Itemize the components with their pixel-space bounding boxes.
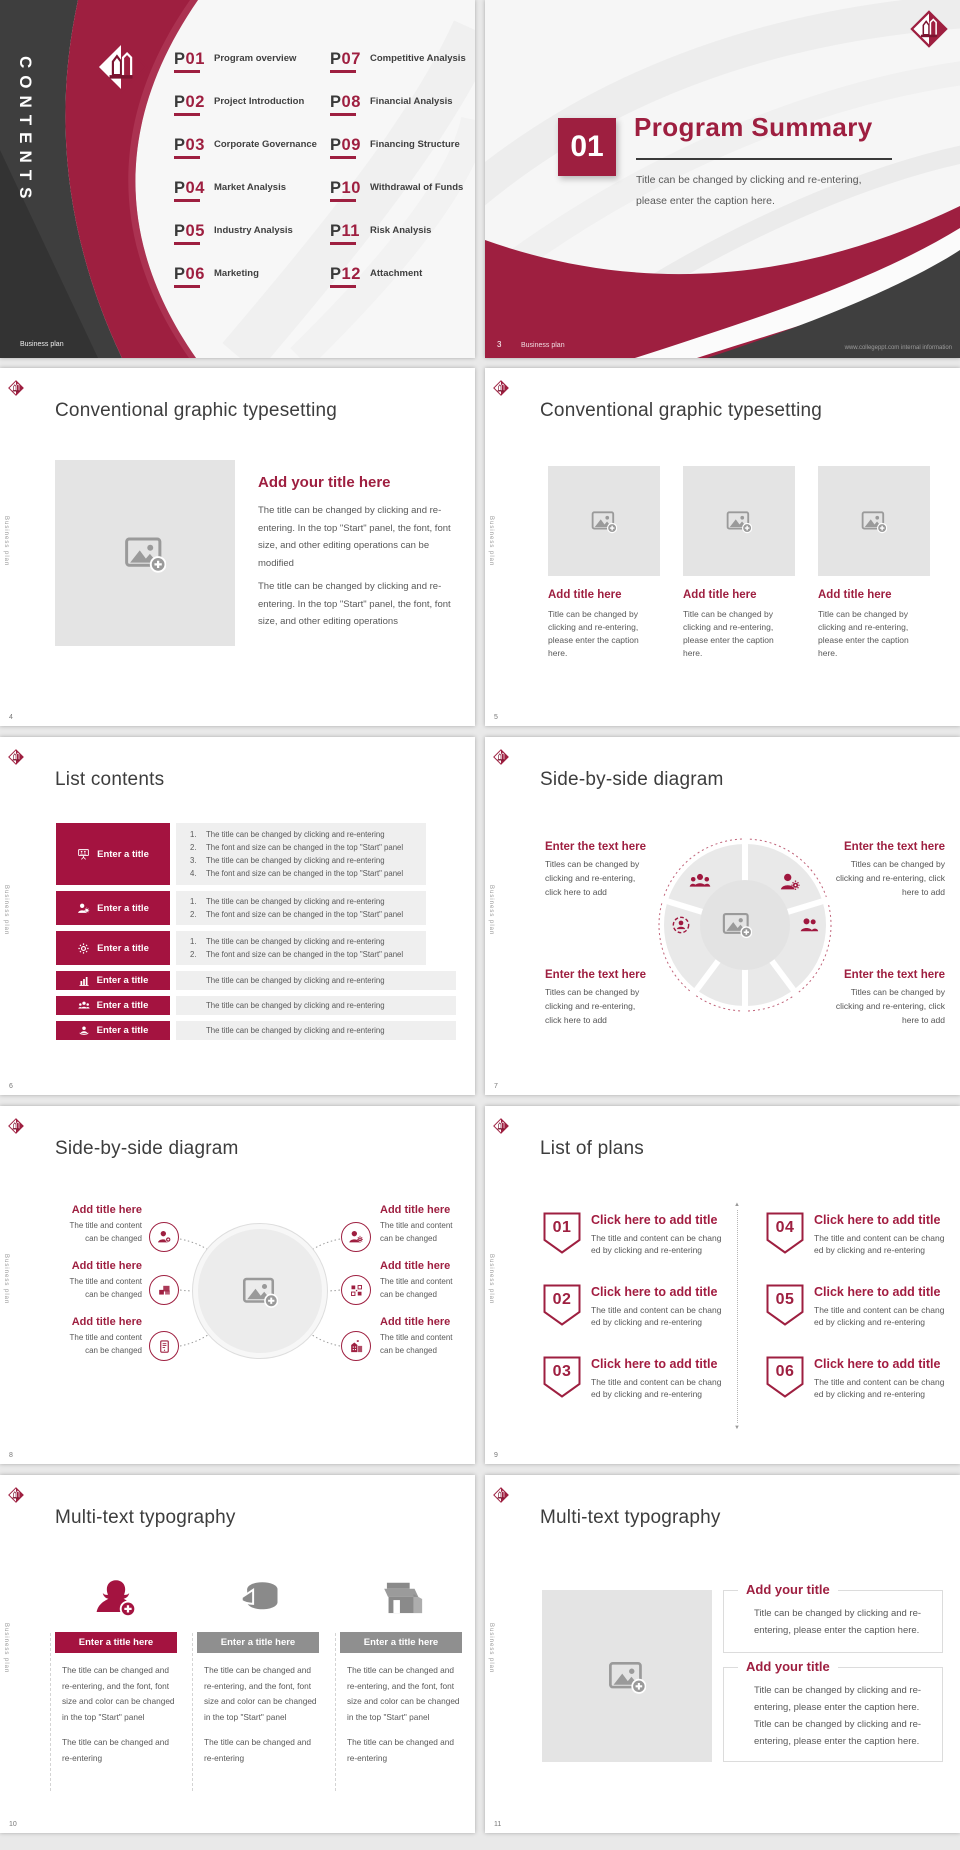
slide-heading: Side-by-side diagram — [540, 769, 724, 790]
titled-text-block[interactable] — [723, 1659, 943, 1762]
list-title-button[interactable] — [56, 891, 170, 925]
block-title: Add your title here — [258, 474, 391, 491]
section-number-box — [558, 118, 616, 176]
titled-text-block[interactable] — [723, 1582, 943, 1653]
block-caption: Title can be changed by clicking and re-entering, please enter the caption here. Title can be changed by clicking and re-entering, please enter the caption here. — [754, 1685, 922, 1747]
toc-number: P01 — [174, 50, 205, 68]
toc-underline — [174, 199, 200, 202]
brand-logo-icon — [493, 380, 509, 396]
column-paragraph: The title can be changed and re-entering — [204, 1737, 312, 1763]
text-block[interactable]: Enter the text here Titles can be changed by clicking and re-entering, click here to add — [835, 841, 945, 897]
slide-list-contents[interactable] — [0, 737, 475, 1095]
page-number: 9 — [494, 1452, 498, 1459]
list-title-button[interactable] — [56, 823, 170, 885]
text-column[interactable] — [340, 1563, 462, 1766]
user-gear-icon — [77, 902, 90, 915]
bar-chart-icon — [78, 975, 90, 987]
footer-label: Business plan — [521, 342, 565, 349]
section-title: Program Summary — [634, 112, 873, 142]
column-ribbon[interactable]: Enter a title here — [340, 1632, 462, 1653]
toc-underline — [330, 70, 356, 73]
toc-underline — [330, 242, 356, 245]
page-number: 7 — [494, 1083, 498, 1090]
data-grid-icon — [349, 1283, 364, 1298]
image-placeholder[interactable] — [55, 460, 235, 646]
plan-number-badge: 03 — [543, 1356, 581, 1398]
section-number: 01 — [570, 130, 604, 163]
image-add-icon — [726, 508, 752, 534]
brand-logo-icon — [8, 749, 24, 765]
list-line: 2. The font and size can be changed in the top "Start" panel — [190, 910, 404, 919]
plan-title[interactable]: Click here to add title — [814, 1213, 941, 1227]
node-icon-circle[interactable] — [149, 1222, 179, 1252]
people-group-icon — [78, 1000, 90, 1012]
image-add-icon — [242, 1273, 278, 1309]
slide-multitext-image[interactable] — [485, 1475, 960, 1833]
plan-title[interactable]: Click here to add title — [591, 1285, 718, 1299]
list-line: 2. The font and size can be changed in the top "Start" panel — [190, 843, 404, 852]
page-number: 3 — [497, 340, 502, 349]
image-placeholder[interactable] — [818, 466, 930, 576]
toc-number: P09 — [330, 136, 361, 154]
text-block[interactable]: Add title here The title and content can be changed — [380, 1260, 453, 1299]
list-line: 1. The title can be changed by clicking and re-entering — [190, 897, 385, 906]
toc-underline — [330, 156, 356, 159]
dotted-divider: ▲ ▼ — [734, 1202, 740, 1431]
side-label: Business plan — [488, 1623, 494, 1674]
list-line: 1. The title can be changed by clicking and re-entering — [190, 830, 385, 839]
slide-hub-diagram[interactable] — [0, 1106, 475, 1464]
user-gear-icon — [348, 1229, 364, 1245]
body-paragraph: The title can be changed by clicking and re-entering. In the top "Start" panel, the font, font size, and other editing operations can be modified — [258, 505, 451, 569]
user-cycle-icon — [671, 915, 691, 935]
toc-item[interactable] — [174, 93, 326, 136]
column-ribbon[interactable]: Enter a title here — [55, 1632, 177, 1653]
toc-underline — [330, 285, 356, 288]
brand-logo-icon — [493, 749, 509, 765]
plan-title[interactable]: Click here to add title — [814, 1285, 941, 1299]
brand-logo-icon — [8, 1487, 24, 1503]
page-number: 11 — [494, 1821, 502, 1828]
toc-item[interactable] — [330, 136, 475, 179]
image-placeholder[interactable] — [193, 1224, 327, 1358]
toc-underline — [174, 156, 200, 159]
toc-item[interactable] — [330, 93, 475, 136]
column-paragraph: The title can be changed and re-entering — [347, 1737, 455, 1763]
image-placeholder[interactable] — [548, 466, 660, 576]
node-icon-circle[interactable] — [149, 1275, 179, 1305]
image-add-icon — [591, 508, 617, 534]
toc-list — [174, 50, 474, 320]
list-button-label: Enter a title — [97, 848, 149, 860]
list-title-button[interactable] — [56, 1021, 170, 1040]
toc-number: P06 — [174, 265, 205, 283]
gear-icon — [77, 942, 90, 955]
image-add-icon — [722, 909, 752, 939]
list-button-label: Enter a title — [96, 1025, 149, 1036]
card-title: Add title here — [818, 589, 892, 601]
side-label: Business plan — [3, 516, 9, 567]
list-line: 2. The font and size can be changed in the top "Start" panel — [190, 950, 404, 959]
text-block[interactable]: Add title here The title and content can be changed — [380, 1204, 453, 1243]
slide-heading: Multi-text typography — [540, 1507, 721, 1528]
toc-label: Financial Analysis — [370, 96, 453, 107]
dotted-column-divider — [335, 1633, 336, 1791]
image-add-icon — [124, 532, 166, 574]
title-underline — [636, 158, 892, 160]
list-text-panel: The title can be changed by clicking and re-entering — [176, 971, 456, 990]
toc-label: Program overview — [214, 53, 297, 64]
slide-list-of-plans[interactable] — [485, 1106, 960, 1464]
text-column[interactable] — [197, 1563, 319, 1766]
slide-multitext-columns[interactable] — [0, 1475, 475, 1833]
text-block[interactable]: Add title here The title and content can be changed — [380, 1316, 453, 1355]
image-placeholder[interactable] — [722, 909, 752, 939]
list-button-label: Enter a title — [97, 902, 149, 914]
image-add-icon — [608, 1657, 646, 1695]
toc-item[interactable] — [174, 50, 326, 93]
corner-note: www.collegeppt.com internal information — [844, 345, 952, 351]
list-line: 4. The font and size can be changed in the top "Start" panel — [190, 869, 404, 878]
text-block[interactable]: Enter the text here Titles can be changed by clicking and re-entering, click here to add — [545, 841, 646, 897]
text-block[interactable]: Add title here The title and content can be changed — [69, 1204, 142, 1243]
image-placeholder[interactable] — [683, 466, 795, 576]
plan-title[interactable]: Click here to add title — [814, 1357, 941, 1371]
image-placeholder[interactable] — [542, 1590, 712, 1762]
side-label: Business plan — [488, 885, 494, 936]
side-label: Business plan — [488, 516, 494, 567]
list-text-panel — [176, 891, 426, 925]
card-caption: Title can be changed by clicking and re-entering, please enter the caption here. — [683, 609, 774, 658]
user-gear-icon — [779, 871, 801, 893]
text-block[interactable]: Add title here The title and content can be changed — [69, 1260, 142, 1299]
plan-caption: The title and content can be chang ed by clicking and re-entering — [591, 1377, 722, 1399]
column-paragraph: The title can be changed and re-entering, and the font, font size and color can be changed in the top "Start" panel — [62, 1665, 175, 1722]
brand-logo-icon — [8, 380, 24, 396]
plan-caption: The title and content can be chang ed by clicking and re-entering — [814, 1377, 945, 1399]
toc-underline — [174, 70, 200, 73]
toc-label: Market Analysis — [214, 182, 286, 193]
text-block[interactable]: Add title here The title and content can be changed — [69, 1316, 142, 1355]
plan-number-badge: 02 — [543, 1284, 581, 1326]
tablet-doc-icon — [157, 1339, 172, 1354]
toc-label: Withdrawal of Funds — [370, 182, 464, 193]
toc-number: P07 — [330, 50, 361, 68]
toc-underline — [174, 285, 200, 288]
node-icon-circle[interactable] — [149, 1331, 179, 1361]
slide-ring-diagram[interactable] — [485, 737, 960, 1095]
toc-number: P08 — [330, 93, 361, 111]
list-title-button[interactable] — [56, 996, 170, 1015]
plan-number-badge: 05 — [766, 1284, 804, 1326]
list-text-panel: The title can be changed by clicking and re-entering — [176, 996, 456, 1015]
page-number: 8 — [9, 1452, 13, 1459]
toc-item[interactable] — [174, 136, 326, 179]
plan-number-badge: 04 — [766, 1212, 804, 1254]
list-title-button[interactable] — [56, 931, 170, 965]
side-label: Business plan — [3, 885, 9, 936]
toc-label: Project Introduction — [214, 96, 305, 107]
brand-logo-icon — [910, 10, 948, 48]
slide-heading: Conventional graphic typesetting — [55, 400, 338, 421]
list-title-button[interactable] — [56, 971, 170, 990]
toc-item[interactable] — [174, 222, 326, 265]
toc-label: Financing Structure — [370, 139, 460, 150]
page-number: 5 — [494, 714, 498, 721]
text-column[interactable] — [55, 1563, 177, 1766]
toc-item[interactable] — [174, 179, 326, 222]
toc-number: P03 — [174, 136, 205, 154]
presentation-people-icon — [77, 848, 90, 861]
toc-number: P02 — [174, 93, 205, 111]
toc-number: P11 — [330, 222, 360, 240]
slide-heading: Side-by-side diagram — [55, 1138, 239, 1159]
plan-caption: The title and content can be chang ed by clicking and re-entering — [591, 1233, 722, 1255]
toc-underline — [330, 199, 356, 202]
slide-contents[interactable] — [0, 0, 475, 358]
page-number: 10 — [9, 1821, 17, 1828]
toc-item[interactable] — [330, 50, 475, 93]
plan-number-badge: 06 — [766, 1356, 804, 1398]
toc-item[interactable] — [330, 265, 475, 308]
slide-heading: List of plans — [540, 1138, 644, 1159]
list-text-panel: The title can be changed by clicking and re-entering — [176, 1021, 456, 1040]
plan-title[interactable]: Click here to add title — [591, 1357, 718, 1371]
toc-label: Marketing — [214, 268, 259, 279]
toc-number: P12 — [330, 265, 361, 283]
text-block[interactable]: Enter the text here Titles can be changed by clicking and re-entering, click here to add — [835, 969, 945, 1025]
brand-logo-icon — [493, 1118, 509, 1134]
plan-caption: The title and content can be chang ed by clicking and re-entering — [591, 1305, 722, 1327]
toc-label: Attachment — [370, 268, 423, 279]
column-ribbon[interactable]: Enter a title here — [197, 1632, 319, 1653]
card-caption: Title can be changed by clicking and re-entering, please enter the caption here. — [818, 609, 909, 658]
block-title: Add your title — [738, 1659, 838, 1674]
slide-section-cover[interactable] — [485, 0, 960, 358]
list-button-label: Enter a title — [96, 975, 149, 986]
list-button-label: Enter a title — [97, 942, 149, 954]
dotted-column-divider — [50, 1633, 51, 1791]
toc-label: Industry Analysis — [214, 225, 293, 236]
plan-caption: The title and content can be chang ed by clicking and re-entering — [814, 1305, 945, 1327]
side-label: Business plan — [3, 1254, 9, 1305]
dotted-column-divider — [192, 1633, 193, 1791]
toc-underline — [330, 113, 356, 116]
node-icon-circle[interactable] — [341, 1222, 371, 1252]
slide-typesetting-single[interactable] — [0, 368, 475, 726]
toc-underline — [174, 113, 200, 116]
toc-number: P05 — [174, 222, 205, 240]
section-caption-line1: Title can be changed by clicking and re-entering, — [636, 174, 862, 186]
text-block[interactable]: Enter the text here Titles can be changed by clicking and re-entering, click here to add — [545, 969, 646, 1025]
list-text-panel — [176, 823, 426, 885]
column-paragraph: The title can be changed and re-entering, and the font, font size and color can be changed in the top "Start" panel — [347, 1665, 460, 1722]
cover-footer-label: Business plan — [20, 341, 64, 348]
section-footer-band — [485, 198, 960, 358]
list-line: 3. The title can be changed by clicking and re-entering — [190, 856, 385, 865]
body-paragraph: The title can be changed by clicking and re-entering. In the top "Start" panel, the font, font size, and other editing operations — [258, 581, 451, 627]
people-group-icon — [689, 871, 711, 893]
page-number: 4 — [9, 714, 13, 721]
toc-item[interactable] — [174, 265, 326, 308]
image-add-icon — [861, 508, 887, 534]
node-icon-circle[interactable] — [341, 1331, 371, 1361]
slide-typesetting-three[interactable] — [485, 368, 960, 726]
toc-item[interactable] — [330, 179, 475, 222]
user-pair-icon — [799, 915, 819, 935]
node-icon-circle[interactable] — [341, 1275, 371, 1305]
card-title: Add title here — [683, 589, 757, 601]
plan-title[interactable]: Click here to add title — [591, 1213, 718, 1227]
list-line: 1. The title can be changed by clicking and re-entering — [190, 937, 385, 946]
slide-heading: List contents — [55, 769, 165, 790]
toc-underline — [174, 242, 200, 245]
cylinder-icon — [197, 1563, 319, 1625]
boxes-icon — [157, 1283, 172, 1298]
toc-number: P10 — [330, 179, 361, 197]
plan-number-badge: 01 — [543, 1212, 581, 1254]
column-paragraph: The title can be changed and re-entering, and the font, font size and color can be changed in the top "Start" panel — [204, 1665, 317, 1722]
user-plus-icon — [156, 1229, 172, 1245]
block-title: Add your title — [738, 1582, 838, 1597]
card-title: Add title here — [548, 589, 622, 601]
toc-label: Corporate Governance — [214, 139, 317, 150]
woman-plus-icon — [55, 1563, 177, 1625]
slide-heading: Conventional graphic typesetting — [540, 400, 823, 421]
side-label: Business plan — [488, 1254, 494, 1305]
side-label: Business plan — [3, 1623, 9, 1674]
column-paragraph: The title can be changed and re-entering — [62, 1737, 170, 1763]
brand-logo-icon — [493, 1487, 509, 1503]
toc-number: P04 — [174, 179, 205, 197]
storefront-icon — [340, 1563, 462, 1625]
plan-caption: The title and content can be chang ed by clicking and re-entering — [814, 1233, 945, 1255]
brand-logo-icon — [94, 40, 148, 94]
toc-item[interactable] — [330, 222, 475, 265]
list-button-label: Enter a title — [96, 1000, 149, 1011]
page-number: 6 — [9, 1083, 13, 1090]
slide-heading: Multi-text typography — [55, 1507, 236, 1528]
user-award-icon — [78, 1025, 90, 1037]
list-text-panel — [176, 931, 426, 965]
block-caption: Title can be changed by clicking and re-entering, please enter the caption here. — [754, 1608, 922, 1636]
building-icon — [349, 1339, 364, 1354]
toc-label: Risk Analysis — [370, 225, 432, 236]
section-caption-line2: please enter the caption here. — [636, 195, 775, 207]
toc-label: Competitive Analysis — [370, 53, 466, 64]
contents-vertical-title: CONTENTS — [16, 56, 35, 206]
card-caption: Title can be changed by clicking and re-entering, please enter the caption here. — [548, 609, 639, 658]
